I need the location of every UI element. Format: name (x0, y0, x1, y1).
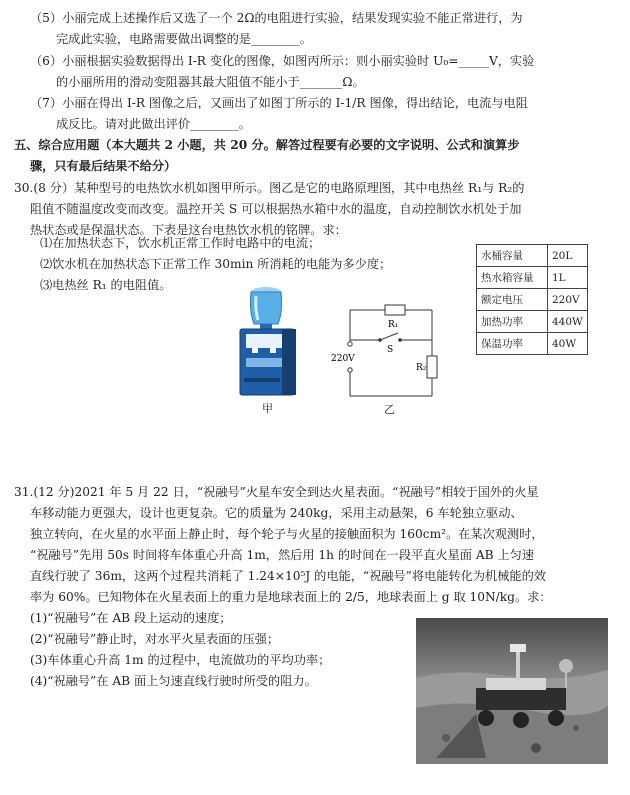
q7-line1: （7）小丽在得出 I-R 图像之后，又画出了如图丁所示的 I-1/R 图像，得出结论，电流与电阻 (30, 96, 528, 110)
q31-ask1: (1)“祝融号”在 AB 段上运动的速度； (30, 611, 232, 625)
q30-ask2: ⑵饮水机在加热状态下正常工作 30min 所消耗的电能为多少度； (40, 257, 392, 271)
section-heading-cont: 骤，只有最后结果不给分） (30, 159, 177, 173)
q5-line2: 完成此实验，电路需要做出调整的是________。 (56, 32, 312, 46)
circuit-diagram (330, 300, 450, 400)
q31-ask4: (4)“祝融号”在 AB 面上匀速直线行驶时所受的阻力。 (30, 674, 317, 688)
table-cell: 水桶容量 (477, 245, 548, 267)
q31-line5: 直线行驶了 36m，这两个过程共消耗了 1.24×10⁵J 的电能，“祝融号”将电能转化为机械能的效 (30, 569, 546, 583)
q30-ask1: ⑴在加热状态下，饮水机正常工作时电路中的电流； (40, 236, 321, 250)
q30-line2: 阻值不随温度改变而改变。温控开关 S 可以根据热水箱中水的温度，自动控制饮水机处于加 (30, 202, 522, 216)
nameplate-table (476, 244, 588, 355)
table-cell: 440W (548, 311, 588, 333)
table-cell: 20L (548, 245, 588, 267)
q6-line2: 的小丽所用的滑动变阻器其最大阻值不能小于_______Ω。 (56, 75, 365, 89)
voltage-label: 220V (331, 354, 355, 364)
table-cell: 额定电压 (477, 289, 548, 311)
mars-rover-photo (416, 618, 608, 764)
q30-line3: 热状态或是保温状态。下表是这台电热饮水机的铭牌。求： (30, 223, 347, 237)
q30-ask3: ⑶电热丝 R₁ 的电阻值。 (40, 278, 172, 292)
table-cell: 热水箱容量 (477, 267, 548, 289)
q7-line2: 成反比。请对此做出评价________。 (56, 117, 251, 131)
section-heading: 五、综合应用题（本大题共 2 小题，共 20 分。解答过程要有必要的文字说明、公式和演算步 (14, 138, 520, 152)
table-cell: 加热功率 (477, 311, 548, 333)
table-cell: 40W (548, 333, 588, 355)
switch-label: S (387, 345, 394, 355)
table-cell: 220V (548, 289, 588, 311)
q31-ask2: (2)“祝融号”静止时，对水平火星表面的压强； (30, 632, 280, 646)
q31-line4: “祝融号”先用 50s 时间将车体重心升高 1m，然后用 1h 的时间在一段平直火星面 AB 上匀速 (30, 548, 535, 562)
q31-ask3: (3)车体重心升高 1m 的过程中，电流做功的平均功率； (30, 653, 331, 667)
table-cell: 保温功率 (477, 333, 548, 355)
figure-caption-jia: 甲 (262, 402, 273, 415)
table-row (477, 267, 588, 289)
figure-caption-yi: 乙 (384, 403, 395, 416)
table-row (477, 333, 588, 355)
r1-label: R₁ (388, 320, 399, 330)
table-cell: 1L (548, 267, 588, 289)
table-row (477, 289, 588, 311)
water-dispenser-image (232, 282, 304, 398)
q6-line1: （6）小丽根据实验数据得出 I-R 变化的图像，如图丙所示：则小丽实验时 U₀=_____V，实验 (30, 54, 535, 68)
table-row (477, 311, 588, 333)
q31-line1: 31.(12 分)2021 年 5 月 22 日，“祝融号”火星车安全到达火星表面。“祝融号”相较于国外的火星 (14, 485, 539, 499)
table-row (477, 245, 588, 267)
q31-line2: 车移动能力更强大，设计也更复杂。它的质量为 240kg，采用主动悬架，6 车轮独立驱动、 (30, 506, 523, 520)
q5-line1: （5）小丽完成上述操作后又选了一个 2Ω的电阻进行实验，结果发现实验不能正常进行，为 (30, 11, 523, 25)
r2-label: R₂ (416, 363, 427, 373)
q31-line6: 率为 60%。已知物体在火星表面上的重力是地球表面上的 2/5，地球表面上 g 取 10N/kg。求： (30, 590, 552, 604)
q31-line3: 独立转向，在火星的水平面上静止时，每个轮子与火星的接触面积为 160cm²。在某次观测时， (30, 527, 544, 541)
q30-line1: 30.(8 分）某种型号的电热饮水机如图甲所示。图乙是它的电路原理图，其中电热丝 R₁与 R₂的 (14, 181, 525, 195)
